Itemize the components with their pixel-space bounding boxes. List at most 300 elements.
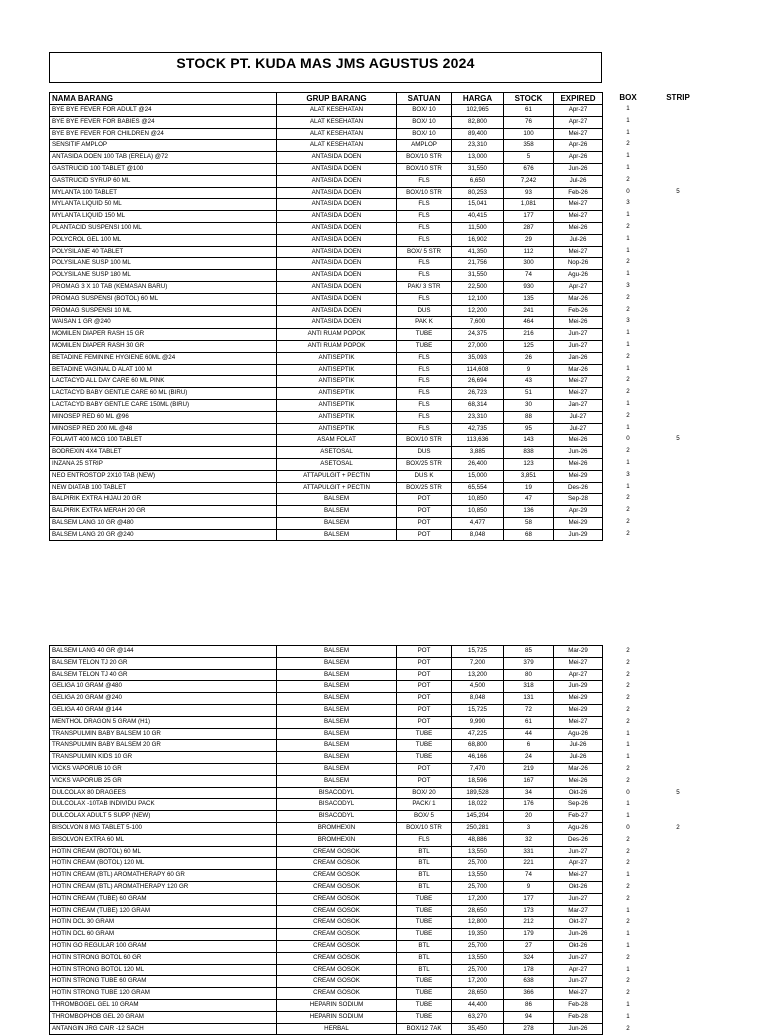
cell-stock: 85 xyxy=(504,646,554,658)
table-row xyxy=(50,140,603,152)
cell-harga: 13,000 xyxy=(452,152,504,164)
cell-grup-barang: ANTASIDA DOEN xyxy=(277,199,397,211)
cell-satuan: BOX/ 5 xyxy=(397,811,452,823)
cell-nama-barang: POLYSILANE SUSP 100 ML xyxy=(50,258,277,270)
cell-nama-barang: THROMBOPHOB GEL 20 GRAM xyxy=(50,1011,277,1023)
cell-nama-barang: LACTACYD BABY GENTLE CARE 60 ML (BIRU) xyxy=(50,388,277,400)
table-row xyxy=(50,411,603,423)
cell-harga: 102,965 xyxy=(452,105,504,117)
cell-nama-barang: POLYCROL GEL 100 ML xyxy=(50,234,277,246)
cell-satuan: BTL xyxy=(397,870,452,882)
side-row xyxy=(603,928,703,940)
side-row xyxy=(603,940,703,952)
cell-harga: 114,608 xyxy=(452,364,504,376)
cell-stock: 287 xyxy=(504,222,554,234)
cell-strip xyxy=(653,327,703,339)
cell-strip xyxy=(653,339,703,351)
cell-expired: Apr-27 xyxy=(554,281,603,293)
side-row xyxy=(603,964,703,976)
cell-grup-barang: CREAM GOSOK xyxy=(277,988,397,1000)
cell-satuan: POT xyxy=(397,669,452,681)
cell-stock: 464 xyxy=(504,317,554,329)
cell-harga: 9,990 xyxy=(452,716,504,728)
header-strip: STRIP xyxy=(666,93,690,102)
cell-grup-barang: ANTASIDA DOEN xyxy=(277,222,397,234)
cell-box: 2 xyxy=(626,494,630,502)
cell-stock: 173 xyxy=(504,905,554,917)
cell-nama-barang: LACTACYD ALL DAY CARE 60 ML PINK xyxy=(50,376,277,388)
cell-strip xyxy=(653,374,703,386)
cell-nama-barang: WAISAN 1 GR @240 xyxy=(50,317,277,329)
cell-box: 2 xyxy=(626,835,630,843)
cell-satuan: FLS xyxy=(397,399,452,411)
table-row xyxy=(50,646,603,658)
cell-box: 1 xyxy=(626,152,630,160)
cell-nama-barang: BYE BYE FEVER FOR ADULT @24 xyxy=(50,105,277,117)
cell-grup-barang: BALSEM xyxy=(277,728,397,740)
cell-harga: 48,886 xyxy=(452,834,504,846)
cell-nama-barang: HOTIN CREAM (BOTOL) 120 ML xyxy=(50,858,277,870)
cell-nama-barang: DULCOLAX 80 DRAGEES xyxy=(50,787,277,799)
cell-expired: Mei-27 xyxy=(554,211,603,223)
cell-strip xyxy=(653,528,703,540)
side-row xyxy=(603,834,703,846)
cell-box: 2 xyxy=(626,918,630,926)
cell-satuan: BOX/ 10 xyxy=(397,105,452,117)
cell-expired: Des-26 xyxy=(554,482,603,494)
cell-harga: 113,636 xyxy=(452,435,504,447)
table-row xyxy=(50,964,603,976)
cell-nama-barang: MYLANTA LIQUID 150 ML xyxy=(50,211,277,223)
table-row xyxy=(50,952,603,964)
cell-expired: Agu-26 xyxy=(554,822,603,834)
cell-harga: 10,850 xyxy=(452,494,504,506)
side-row xyxy=(603,680,703,692)
cell-expired: Jul-27 xyxy=(554,423,603,435)
cell-expired: Mar-27 xyxy=(554,905,603,917)
cell-harga: 17,200 xyxy=(452,976,504,988)
cell-nama-barang: BISOLVON 8 MG TABLET 5-100 xyxy=(50,822,277,834)
cell-harga: 26,694 xyxy=(452,376,504,388)
cell-expired: Apr-27 xyxy=(554,669,603,681)
cell-box: 3 xyxy=(626,281,630,289)
cell-harga: 27,000 xyxy=(452,340,504,352)
cell-nama-barang: MOMILEN DIAPER RASH 30 GR xyxy=(50,340,277,352)
cell-expired: Apr-27 xyxy=(554,116,603,128)
cell-stock: 58 xyxy=(504,517,554,529)
table-row xyxy=(50,175,603,187)
cell-box: 1 xyxy=(626,329,630,337)
cell-expired: Mei-29 xyxy=(554,704,603,716)
cell-stock: 221 xyxy=(504,858,554,870)
cell-strip xyxy=(653,256,703,268)
side-row xyxy=(603,115,703,127)
cell-satuan: FLS xyxy=(397,270,452,282)
cell-stock: 44 xyxy=(504,728,554,740)
side-row xyxy=(603,197,703,209)
cell-box: 1 xyxy=(626,270,630,278)
table-row xyxy=(50,317,603,329)
table-row xyxy=(50,999,603,1011)
table-row xyxy=(50,669,603,681)
box-strip-column-1 xyxy=(603,92,703,539)
cell-harga: 26,723 xyxy=(452,388,504,400)
cell-grup-barang: BALSEM xyxy=(277,646,397,658)
cell-nama-barang: NEO ENTROSTOP 2X10 TAB (NEW) xyxy=(50,470,277,482)
cell-stock: 178 xyxy=(504,964,554,976)
side-row xyxy=(603,716,703,728)
cell-strip xyxy=(653,115,703,127)
cell-harga: 23,310 xyxy=(452,140,504,152)
table-row xyxy=(50,787,603,799)
side-row xyxy=(603,751,703,763)
cell-satuan: TUBE xyxy=(397,752,452,764)
cell-grup-barang: BALSEM xyxy=(277,494,397,506)
table-row xyxy=(50,364,603,376)
cell-nama-barang: MINOSEP RED 200 ML @48 xyxy=(50,423,277,435)
cell-strip: 5 xyxy=(676,187,680,195)
table-row xyxy=(50,506,603,518)
header-grup-barang: GRUP BARANG xyxy=(277,93,397,105)
cell-stock: 34 xyxy=(504,787,554,799)
cell-box: 2 xyxy=(626,388,630,396)
table-row xyxy=(50,704,603,716)
cell-satuan: FLS xyxy=(397,423,452,435)
cell-expired: Jun-27 xyxy=(554,952,603,964)
cell-strip xyxy=(653,645,703,657)
cell-nama-barang: ANTASIDA DOEN 100 TAB (ERELA) @72 xyxy=(50,152,277,164)
cell-expired: Mei-29 xyxy=(554,470,603,482)
cell-harga: 82,800 xyxy=(452,116,504,128)
table-row xyxy=(50,763,603,775)
table-row xyxy=(50,388,603,400)
cell-nama-barang: NEW DIATAB 100 TABLET xyxy=(50,482,277,494)
cell-nama-barang: PROMAG SUSPENSI 10 ML xyxy=(50,305,277,317)
cell-harga: 21,756 xyxy=(452,258,504,270)
cell-grup-barang: ANTASIDA DOEN xyxy=(277,317,397,329)
cell-satuan: FLS xyxy=(397,376,452,388)
cell-stock: 318 xyxy=(504,681,554,693)
cell-satuan: BOX/25 STR xyxy=(397,482,452,494)
cell-grup-barang: CREAM GOSOK xyxy=(277,881,397,893)
cell-nama-barang: MINOSEP RED 60 ML @96 xyxy=(50,411,277,423)
cell-strip xyxy=(653,857,703,869)
cell-box: 1 xyxy=(626,211,630,219)
cell-harga: 42,735 xyxy=(452,423,504,435)
cell-expired: Agu-26 xyxy=(554,728,603,740)
cell-box: 1 xyxy=(626,458,630,466)
cell-strip xyxy=(653,669,703,681)
cell-expired: Mei-27 xyxy=(554,657,603,669)
cell-expired: Jul-26 xyxy=(554,175,603,187)
cell-grup-barang: BALSEM xyxy=(277,740,397,752)
cell-expired: Feb-28 xyxy=(554,1011,603,1023)
cell-satuan: TUBE xyxy=(397,340,452,352)
side-row xyxy=(603,975,703,987)
side-row xyxy=(603,822,703,834)
cell-box: 3 xyxy=(626,317,630,325)
cell-box: 2 xyxy=(626,859,630,867)
cell-expired: Jun-26 xyxy=(554,447,603,459)
cell-nama-barang: GASTRUCID 100 TABLET @100 xyxy=(50,163,277,175)
cell-strip xyxy=(653,987,703,999)
cell-satuan: FLS xyxy=(397,293,452,305)
cell-stock: 61 xyxy=(504,716,554,728)
cell-nama-barang: ANTANGIN JRG CAIR -12 SACH xyxy=(50,1023,277,1035)
side-row xyxy=(603,292,703,304)
cell-strip xyxy=(653,315,703,327)
table-row xyxy=(50,234,603,246)
cell-stock: 9 xyxy=(504,364,554,376)
cell-harga: 89,400 xyxy=(452,128,504,140)
cell-box: 2 xyxy=(626,764,630,772)
cell-stock: 136 xyxy=(504,506,554,518)
cell-harga: 8,048 xyxy=(452,693,504,705)
cell-strip xyxy=(653,775,703,787)
cell-strip xyxy=(653,292,703,304)
cell-satuan: TUBE xyxy=(397,740,452,752)
cell-stock: 366 xyxy=(504,988,554,1000)
cell-satuan: POT xyxy=(397,646,452,658)
cell-box: 2 xyxy=(626,447,630,455)
cell-grup-barang: ANTASIDA DOEN xyxy=(277,175,397,187)
side-row xyxy=(603,504,703,516)
cell-nama-barang: HOTIN CREAM (BTL) AROMATHERAPY 60 GR xyxy=(50,870,277,882)
table-row xyxy=(50,199,603,211)
cell-nama-barang: BYE BYE FEVER FOR CHILDREN @24 xyxy=(50,128,277,140)
side-row xyxy=(603,304,703,316)
side-row xyxy=(603,952,703,964)
table-row xyxy=(50,929,603,941)
cell-nama-barang: INZANA 25 STRIP xyxy=(50,458,277,470)
cell-satuan: POT xyxy=(397,775,452,787)
cell-strip xyxy=(653,952,703,964)
cell-stock: 61 xyxy=(504,105,554,117)
side-row xyxy=(603,245,703,257)
cell-satuan: DUS xyxy=(397,447,452,459)
cell-box: 2 xyxy=(626,989,630,997)
cell-strip xyxy=(653,304,703,316)
side-row xyxy=(603,987,703,999)
cell-harga: 44,400 xyxy=(452,999,504,1011)
cell-stock: 86 xyxy=(504,999,554,1011)
side-row xyxy=(603,481,703,493)
cell-nama-barang: MOMILEN DIAPER RASH 15 GR xyxy=(50,329,277,341)
cell-grup-barang: ASAM FOLAT xyxy=(277,435,397,447)
side-row xyxy=(603,798,703,810)
cell-nama-barang: HOTIN GO REGULAR 100 GRAM xyxy=(50,940,277,952)
cell-expired: Mei-27 xyxy=(554,128,603,140)
cell-harga: 26,400 xyxy=(452,458,504,470)
cell-grup-barang: CREAM GOSOK xyxy=(277,858,397,870)
cell-expired: Mei-26 xyxy=(554,317,603,329)
cell-nama-barang: BALPIRIK EXTRA MERAH 20 GR xyxy=(50,506,277,518)
cell-satuan: TUBE xyxy=(397,976,452,988)
cell-grup-barang: CREAM GOSOK xyxy=(277,976,397,988)
table-row xyxy=(50,657,603,669)
cell-nama-barang: HOTIN DCL 60 GRAM xyxy=(50,929,277,941)
cell-grup-barang: ANTASIDA DOEN xyxy=(277,258,397,270)
cell-satuan: TUBE xyxy=(397,329,452,341)
table-row xyxy=(50,681,603,693)
side-row xyxy=(603,881,703,893)
cell-box: 2 xyxy=(626,517,630,525)
cell-expired: Feb-28 xyxy=(554,999,603,1011)
cell-strip xyxy=(653,975,703,987)
cell-box: 2 xyxy=(626,647,630,654)
cell-harga: 25,700 xyxy=(452,881,504,893)
cell-satuan: FLS xyxy=(397,234,452,246)
cell-box: 3 xyxy=(626,470,630,478)
side-row xyxy=(603,999,703,1011)
cell-strip xyxy=(653,398,703,410)
cell-box: 2 xyxy=(626,305,630,313)
cell-satuan: BOX/12 7AK xyxy=(397,1023,452,1035)
side-row xyxy=(603,327,703,339)
cell-expired: Nop-26 xyxy=(554,258,603,270)
cell-stock: 112 xyxy=(504,246,554,258)
cell-stock: 24 xyxy=(504,752,554,764)
header-row xyxy=(50,93,603,105)
table-row xyxy=(50,752,603,764)
cell-stock: 9 xyxy=(504,881,554,893)
cell-grup-barang: BALSEM xyxy=(277,669,397,681)
cell-expired: Mar-29 xyxy=(554,646,603,658)
cell-satuan: FLS xyxy=(397,352,452,364)
side-row xyxy=(603,103,703,115)
cell-box: 2 xyxy=(626,529,630,537)
cell-box: 1 xyxy=(626,871,630,879)
cell-nama-barang: DULCOLAX ADULT 5 SUPP (NEW) xyxy=(50,811,277,823)
cell-harga: 68,800 xyxy=(452,740,504,752)
cell-harga: 12,100 xyxy=(452,293,504,305)
document-title-box xyxy=(49,52,602,83)
cell-box: 0 xyxy=(626,788,630,796)
cell-satuan: TUBE xyxy=(397,728,452,740)
cell-grup-barang: ANTASIDA DOEN xyxy=(277,270,397,282)
table-row xyxy=(50,693,603,705)
cell-stock: 72 xyxy=(504,704,554,716)
table-row xyxy=(50,870,603,882)
cell-box: 1 xyxy=(626,364,630,372)
cell-nama-barang: DULCOLAX -10TAB INDIVIDU PACK xyxy=(50,799,277,811)
cell-grup-barang: ANTISEPTIK xyxy=(277,411,397,423)
cell-nama-barang: VICKS VAPORUB 10 GR xyxy=(50,763,277,775)
cell-box: 1 xyxy=(626,753,630,761)
cell-satuan: AMPLOP xyxy=(397,140,452,152)
cell-expired: Feb-26 xyxy=(554,305,603,317)
cell-strip xyxy=(653,798,703,810)
cell-expired: Mei-26 xyxy=(554,222,603,234)
table-row xyxy=(50,128,603,140)
cell-satuan: TUBE xyxy=(397,917,452,929)
cell-nama-barang: BALSEM LANG 40 GR @144 xyxy=(50,646,277,658)
cell-grup-barang: ASETOSAL xyxy=(277,458,397,470)
cell-nama-barang: BALSEM LANG 20 GR @240 xyxy=(50,529,277,541)
table-row xyxy=(50,163,603,175)
cell-strip xyxy=(653,834,703,846)
cell-expired: Apr-29 xyxy=(554,506,603,518)
side-row xyxy=(603,233,703,245)
cell-nama-barang: SENSITIF AMPLOP xyxy=(50,140,277,152)
cell-satuan: PAK/ 3 STR xyxy=(397,281,452,293)
cell-satuan: FLS xyxy=(397,258,452,270)
cell-grup-barang: ANTISEPTIK xyxy=(277,399,397,411)
cell-box: 1 xyxy=(626,246,630,254)
cell-satuan: POT xyxy=(397,716,452,728)
cell-stock: 131 xyxy=(504,693,554,705)
cell-harga: 13,200 xyxy=(452,669,504,681)
cell-harga: 25,700 xyxy=(452,964,504,976)
cell-nama-barang: GASTRUCID SYRUP 60 ML xyxy=(50,175,277,187)
side-row xyxy=(603,374,703,386)
cell-stock: 212 xyxy=(504,917,554,929)
table-row xyxy=(50,470,603,482)
cell-grup-barang: BISACODYL xyxy=(277,799,397,811)
side-row xyxy=(603,516,703,528)
cell-harga: 145,204 xyxy=(452,811,504,823)
cell-nama-barang: LACTACYD BABY GENTLE CARE 150ML (BIRU) xyxy=(50,399,277,411)
cell-expired: Mar-26 xyxy=(554,763,603,775)
cell-strip xyxy=(653,457,703,469)
cell-box: 2 xyxy=(626,694,630,702)
cell-expired: Okt-26 xyxy=(554,940,603,952)
cell-stock: 5 xyxy=(504,152,554,164)
cell-harga: 3,885 xyxy=(452,447,504,459)
cell-box: 2 xyxy=(626,776,630,784)
cell-stock: 43 xyxy=(504,376,554,388)
cell-grup-barang: CREAM GOSOK xyxy=(277,964,397,976)
cell-box: 2 xyxy=(626,705,630,713)
side-row xyxy=(603,739,703,751)
header-expired: EXPIRED xyxy=(554,93,603,105)
table-row xyxy=(50,799,603,811)
cell-nama-barang: BALSEM TELON TJ 20 GR xyxy=(50,657,277,669)
cell-grup-barang: ANTASIDA DOEN xyxy=(277,163,397,175)
cell-strip xyxy=(653,280,703,292)
cell-satuan: BTL xyxy=(397,952,452,964)
cell-box: 2 xyxy=(626,977,630,985)
cell-harga: 63,270 xyxy=(452,1011,504,1023)
cell-expired: Apr-27 xyxy=(554,858,603,870)
cell-satuan: BOX/25 STR xyxy=(397,458,452,470)
table-row xyxy=(50,305,603,317)
cell-expired: Sep-26 xyxy=(554,799,603,811)
cell-satuan: BOX/10 STR xyxy=(397,163,452,175)
table-row xyxy=(50,211,603,223)
cell-strip xyxy=(653,692,703,704)
cell-expired: Mei-26 xyxy=(554,435,603,447)
cell-box: 2 xyxy=(626,1024,630,1032)
side-row xyxy=(603,905,703,917)
cell-grup-barang: CREAM GOSOK xyxy=(277,917,397,929)
table-row xyxy=(50,447,603,459)
side-row xyxy=(603,186,703,198)
cell-satuan: FLS xyxy=(397,199,452,211)
cell-strip xyxy=(653,964,703,976)
cell-nama-barang: BALSEM TELON TJ 40 GR xyxy=(50,669,277,681)
cell-harga: 189,528 xyxy=(452,787,504,799)
cell-expired: Agu-26 xyxy=(554,270,603,282)
cell-harga: 15,725 xyxy=(452,704,504,716)
cell-harga: 80,253 xyxy=(452,187,504,199)
cell-grup-barang: ANTI RUAM POPOK xyxy=(277,329,397,341)
cell-harga: 4,500 xyxy=(452,681,504,693)
cell-satuan: BOX/10 STR xyxy=(397,187,452,199)
side-row xyxy=(603,810,703,822)
header-nama-barang: NAMA BARANG xyxy=(50,93,277,105)
cell-harga: 65,554 xyxy=(452,482,504,494)
